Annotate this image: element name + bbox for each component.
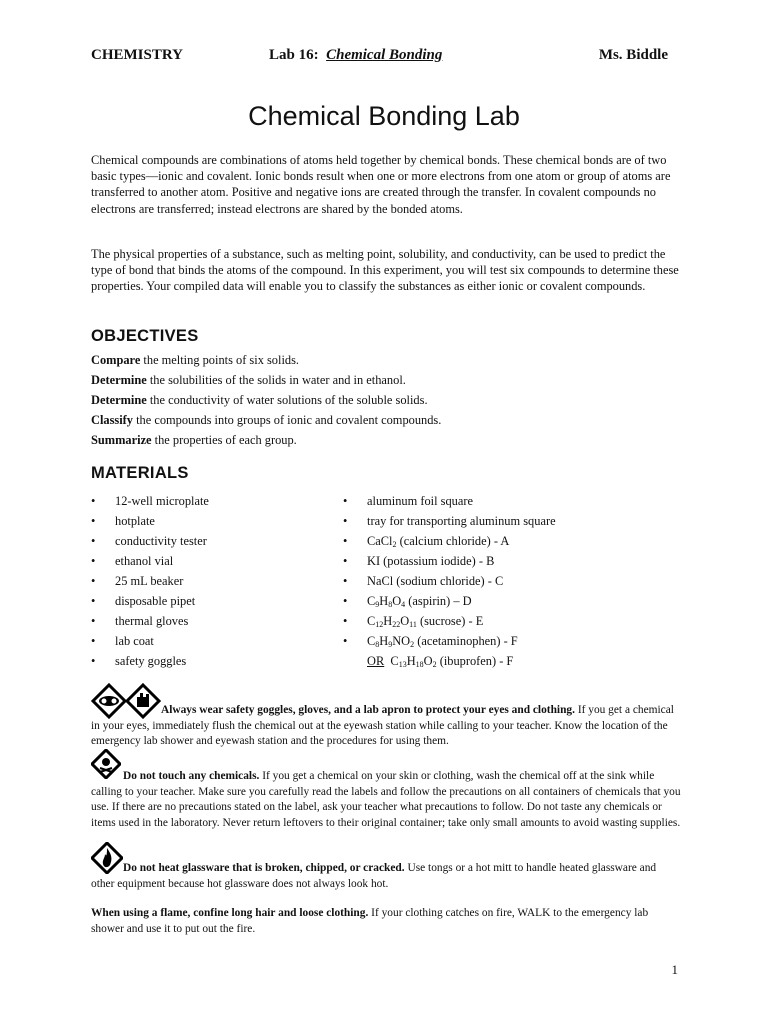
objective-item: Summarize the properties of each group. bbox=[91, 433, 297, 447]
material-item: • 25 mL beaker bbox=[91, 571, 209, 591]
material-item-cacl2: • CaCl$_2$ (calcium chloride) - A bbox=[343, 531, 556, 551]
material-item-nacl: • NaCl (sodium chloride) - C bbox=[343, 571, 556, 591]
materials-list-right bbox=[343, 491, 556, 671]
objective-item: Determine the conductivity of water solutions of the soluble solids. bbox=[91, 393, 428, 407]
lab-label bbox=[269, 47, 442, 64]
material-item: • ethanol vial bbox=[91, 551, 209, 571]
material-item-acetaminophen: • $C_8H_9NO_2$ (acetaminophen) - F bbox=[343, 631, 556, 651]
bullet: • bbox=[91, 494, 96, 508]
or-label: OR bbox=[367, 654, 385, 668]
material-item: • 12-well microplate bbox=[91, 491, 209, 511]
bullet: • bbox=[91, 514, 96, 528]
material-item: • lab coat bbox=[91, 631, 209, 651]
safety-glassware-paragraph: Do not heat glassware that is broken, chipped, or cracked. Use tongs or a hot mitt to handle heated glassware and other equipment because hot glassware does not always look hot. bbox=[91, 862, 657, 890]
objectives-list bbox=[91, 350, 441, 450]
material-item-ki: • KI (potassium iodide) - B bbox=[343, 551, 556, 571]
material-item: • safety goggles bbox=[91, 651, 209, 671]
bullet: • bbox=[343, 554, 348, 568]
material-item: • disposable pipet bbox=[91, 591, 209, 611]
bullet: • bbox=[343, 514, 348, 528]
bullet: • bbox=[91, 574, 96, 588]
material-item-ibuprofen: OR $C_{13}H_{18}O_2$ (ibuprofen) - F bbox=[367, 654, 514, 669]
material-item: • conductivity tester bbox=[91, 531, 209, 551]
lab-number: Lab 16: bbox=[269, 47, 319, 63]
material-item-sucrose: • $C_{12}H_{22}O_{11}$ (sucrose) - E bbox=[343, 611, 556, 631]
material-item: • aluminum foil square bbox=[343, 491, 556, 511]
bullet: • bbox=[343, 494, 348, 508]
bullet: • bbox=[91, 634, 96, 648]
objectives-heading: OBJECTIVES bbox=[91, 327, 199, 345]
intro-paragraph-1: Chemical compounds are combinations of atoms held together by chemical bonds. These chemical bonds are of two basic types—ionic and covalent. Ionic bonds result when one or more electrons from one atom or group of atoms are transferred to another atom. Positive and negative ions are created through the transfer. In covalent compounds no electrons are transferred; instead electrons are shared by the bonded atoms. bbox=[91, 153, 671, 216]
objective-item: Determine the solubilities of the solids in water and in ethanol. bbox=[91, 373, 406, 387]
safety-chemicals-paragraph: Do not touch any chemicals. If you get a chemical on your skin or clothing, wash the chemical off at the sink while calling to your teacher. Make sure you carefully read the labels and follow the precautions on all containers of chemicals that you use. If there are no precautions stated on the label, ask your teacher what precautions to follow. Do not taste any chemicals or items used in the laboratory. Never return leftovers to their original container; take only small amounts to avoid wasting supplies. bbox=[91, 770, 681, 829]
bullet: • bbox=[91, 534, 96, 548]
materials-heading: MATERIALS bbox=[91, 464, 189, 482]
safety-flame-paragraph: When using a flame, confine long hair and loose clothing. If your clothing catches on fire, WALK to the emergency lab shower and use it to put out the fire. bbox=[91, 907, 649, 935]
teacher-name: Ms. Biddle bbox=[598, 47, 668, 63]
page-header bbox=[91, 47, 668, 69]
bullet: • bbox=[343, 534, 348, 548]
bullet: • bbox=[343, 634, 348, 648]
bullet: • bbox=[91, 614, 96, 628]
bullet: • bbox=[343, 594, 348, 608]
objective-item: Compare the melting points of six solids. bbox=[91, 353, 299, 367]
lab-topic: Chemical Bonding bbox=[326, 47, 443, 63]
course-name: CHEMISTRY bbox=[91, 47, 183, 63]
safety-eyes-paragraph: Always wear safety goggles, gloves, and a lab apron to protect your eyes and clothing. If you get a chemical in your eyes, immediately flush the chemical out at the eyewash station while calling to your teacher. Know the location of the emergency lab shower and eyewash station and the procedures for using them. bbox=[91, 704, 674, 747]
materials-list-left bbox=[91, 491, 209, 671]
material-item: • tray for transporting aluminum square bbox=[343, 511, 556, 531]
objective-item: Classify the compounds into groups of ionic and covalent compounds. bbox=[91, 413, 442, 427]
material-item: • thermal gloves bbox=[91, 611, 209, 631]
intro-paragraph-2: The physical properties of a substance, such as melting point, solubility, and conductivity, can be used to predict the type of bond that binds the atoms of the compound. In this experiment, you will test six compounds to determine these properties. Your compiled data will enable you to classify the substances as either ionic or covalent compounds. bbox=[91, 247, 679, 294]
material-item: • hotplate bbox=[91, 511, 209, 531]
bullet: • bbox=[91, 554, 96, 568]
bullet: • bbox=[343, 574, 348, 588]
bullet: • bbox=[343, 614, 348, 628]
bullet: • bbox=[91, 654, 96, 668]
page-number: 1 bbox=[671, 962, 678, 977]
material-item-aspirin: • $C_9H_8O_4$ (aspirin) – D bbox=[343, 591, 556, 611]
bullet: • bbox=[91, 594, 96, 608]
page-title: Chemical Bonding Lab bbox=[248, 101, 520, 131]
